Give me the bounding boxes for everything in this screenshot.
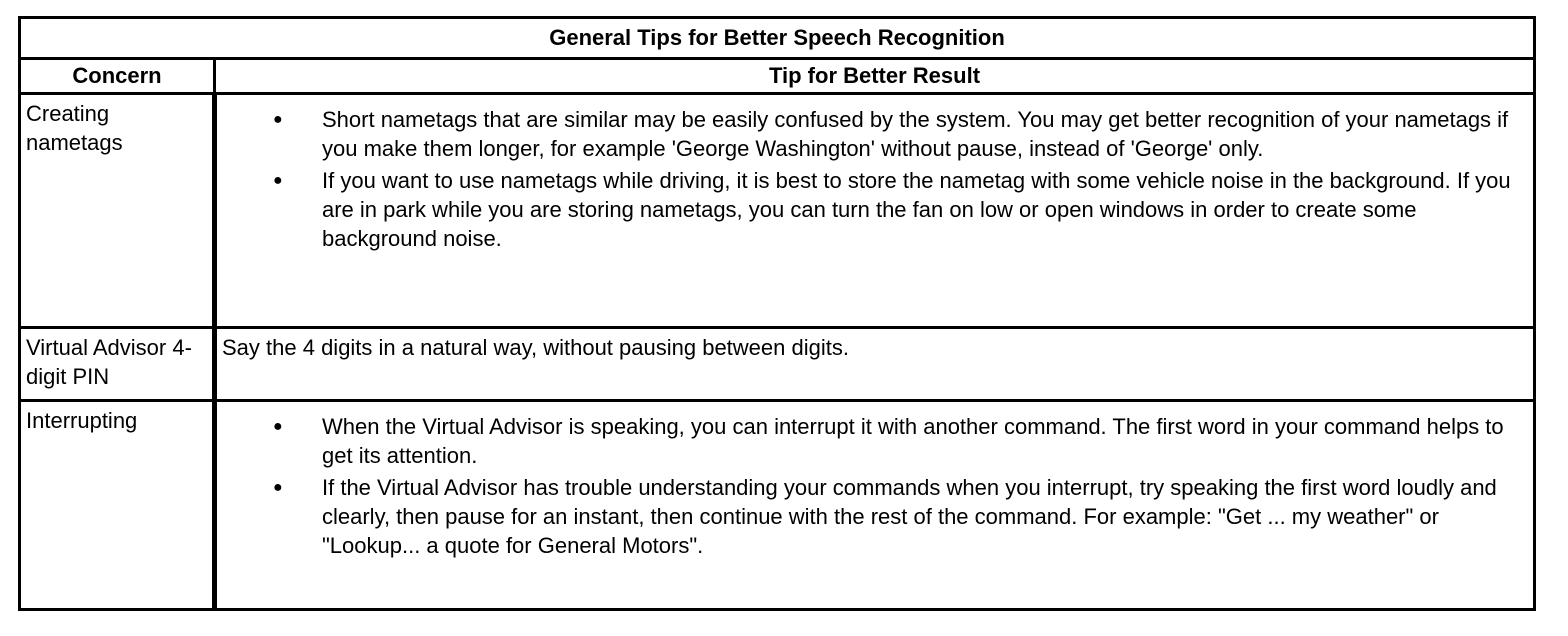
tip-list-item [217,105,1519,163]
bullet-icon: ● [273,111,283,128]
tip-text: Short nametags that are similar may be easily confused by the system. You may get better recognition of your nametags if you make them longer, for example 'George Washington' without pause, instead of 'George' only. [322,107,1509,161]
tip-text: If the Virtual Advisor has trouble understanding your commands when you interrupt, try speaking the first word loudly and clearly, then pause for an instant, then continue with the rest of the command. For example: "Get ... my weather" or "Lookup... a quote for General Motors". [322,475,1497,558]
concern-cell: Creating nametags [20,94,215,328]
tip-text: If you want to use nametags while driving, it is best to store the nametag with some vehicle noise in the background. If you are in park while you are storing nametags, you can turn the fan on low or open windows in order to create some background noise. [322,168,1511,251]
tip-list-item [217,166,1519,253]
speech-tips-table [18,16,1536,611]
column-header-concern: Concern [20,59,215,94]
tip-cell [215,401,1535,610]
tip-list-item [217,412,1519,470]
bullet-icon: ● [273,418,283,435]
tip-list [217,95,1533,253]
table-row [20,94,1535,328]
concern-cell: Interrupting [20,401,215,610]
column-header-tip: Tip for Better Result [215,59,1535,94]
table-title: General Tips for Better Speech Recognition [20,18,1535,59]
tip-list-item [217,473,1519,560]
tip-list [217,402,1533,560]
bullet-icon: ● [273,172,283,189]
tip-cell: Say the 4 digits in a natural way, without pausing between digits. [215,328,1535,401]
bullet-icon: ● [273,479,283,496]
table-row [20,328,1535,401]
table-row [20,401,1535,610]
tip-text: When the Virtual Advisor is speaking, you can interrupt it with another command. The first word in your command helps to get its attention. [322,414,1504,468]
concern-cell: Virtual Advisor 4-digit PIN [20,328,215,401]
tip-cell [215,94,1535,328]
